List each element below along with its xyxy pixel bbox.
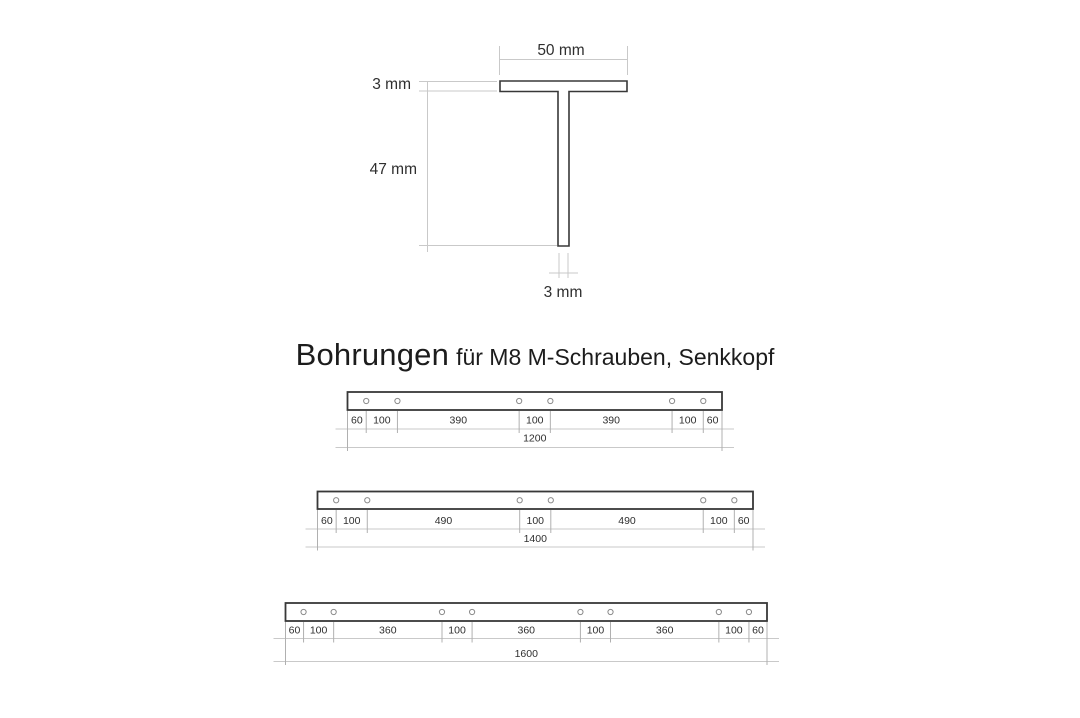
drill-hole bbox=[548, 498, 553, 503]
drilling-diagram-1400 bbox=[306, 492, 766, 551]
segment-dim-label: 360 bbox=[517, 624, 536, 637]
dim-3mm-stem-label: 3 mm bbox=[543, 284, 583, 301]
drill-hole bbox=[395, 398, 400, 403]
diagram-title bbox=[0, 337, 1070, 373]
segment-dim-label: 390 bbox=[602, 414, 620, 427]
segment-dim-label: 100 bbox=[373, 414, 391, 427]
profile-bar-outline bbox=[318, 492, 754, 510]
drill-hole bbox=[548, 398, 553, 403]
drill-hole bbox=[301, 609, 306, 614]
drilling-diagram-1600 bbox=[274, 603, 780, 665]
profile-bar-outline bbox=[286, 603, 768, 621]
t-profile-outline bbox=[500, 81, 627, 246]
segment-dim-label: 360 bbox=[379, 624, 397, 637]
drill-hole bbox=[364, 398, 369, 403]
total-length-label: 1400 bbox=[523, 533, 547, 545]
title-suffix-text: für M8 M-Schrauben, Senkkopf bbox=[456, 344, 775, 370]
title-main-text: Bohrungen bbox=[295, 337, 450, 372]
drilling-diagram-1200 bbox=[336, 392, 735, 451]
segment-dim-label: 490 bbox=[618, 515, 636, 527]
dim-50mm-label: 50 mm bbox=[537, 42, 585, 59]
drill-hole bbox=[701, 398, 706, 403]
drill-hole bbox=[517, 498, 522, 503]
segment-dim-label: 100 bbox=[710, 515, 728, 527]
drill-hole bbox=[578, 609, 583, 614]
segment-dim-label: 100 bbox=[525, 414, 544, 427]
segment-dim-label: 60 bbox=[706, 414, 719, 427]
drill-hole bbox=[746, 609, 751, 614]
drill-hole bbox=[439, 609, 444, 614]
drill-hole bbox=[517, 398, 522, 403]
drill-hole bbox=[334, 498, 339, 503]
drill-hole bbox=[732, 498, 737, 503]
segment-dim-label: 100 bbox=[448, 624, 466, 637]
total-length-label: 1600 bbox=[514, 648, 538, 660]
segment-dim-label: 100 bbox=[526, 515, 545, 527]
segment-dim-label: 100 bbox=[678, 414, 697, 427]
drill-hole bbox=[331, 609, 336, 614]
drill-hole bbox=[608, 609, 613, 614]
profile-bar-outline bbox=[348, 392, 723, 410]
dim-3mm-flange-label: 3 mm bbox=[372, 76, 411, 93]
segment-dim-label: 100 bbox=[309, 624, 328, 637]
segment-dim-label: 100 bbox=[725, 624, 743, 637]
segment-dim-label: 100 bbox=[586, 624, 605, 637]
drill-hole bbox=[469, 609, 474, 614]
drill-hole bbox=[701, 498, 706, 503]
segment-dim-label: 60 bbox=[752, 624, 764, 637]
drilling-diagrams-group bbox=[274, 392, 780, 665]
segment-dim-label: 60 bbox=[737, 515, 750, 527]
segment-dim-label: 360 bbox=[655, 624, 674, 637]
drill-hole bbox=[716, 609, 721, 614]
segment-dim-label: 60 bbox=[351, 414, 363, 427]
segment-dim-label: 60 bbox=[288, 624, 301, 637]
drill-hole bbox=[365, 498, 370, 503]
segment-dim-label: 60 bbox=[320, 515, 333, 527]
dim-47mm-label: 47 mm bbox=[369, 161, 417, 178]
drill-hole bbox=[669, 398, 674, 403]
segment-dim-label: 390 bbox=[449, 414, 468, 427]
t-profile-cross-section bbox=[370, 42, 628, 301]
total-length-label: 1200 bbox=[523, 432, 547, 445]
segment-dim-label: 490 bbox=[434, 515, 453, 527]
segment-dim-label: 100 bbox=[342, 515, 361, 527]
